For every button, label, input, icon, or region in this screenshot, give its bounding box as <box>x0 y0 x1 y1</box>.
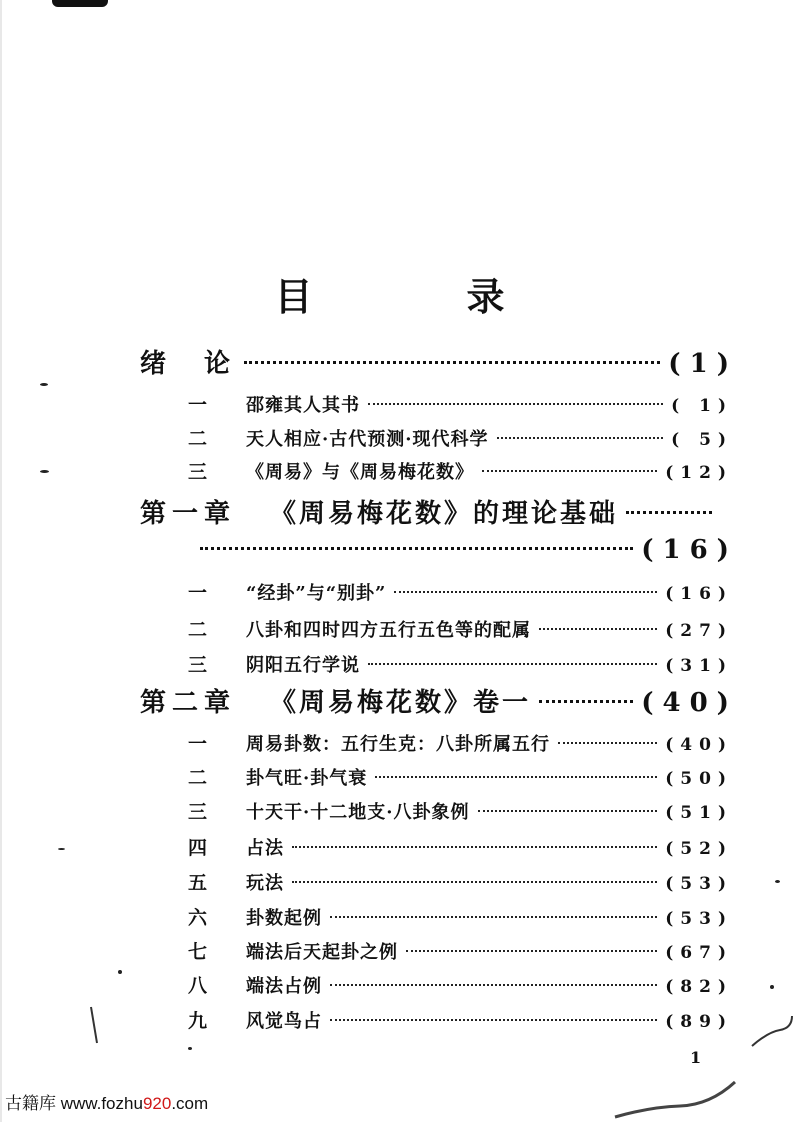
section-number: 九 <box>188 1010 208 1032</box>
toc-entry[interactable] <box>188 615 733 642</box>
leader-dots <box>330 916 657 918</box>
toc-entry[interactable] <box>188 390 733 417</box>
leader-dots <box>200 547 633 550</box>
section-page: (67) <box>665 943 733 963</box>
section-number: 二 <box>188 619 208 641</box>
toc-entry[interactable] <box>188 971 733 998</box>
section-page: (52) <box>665 839 733 859</box>
section-number: 六 <box>188 907 208 929</box>
section-title: 十天干·十二地支·八卦象例 <box>246 802 470 823</box>
leader-dots <box>330 984 657 986</box>
leader-dots <box>482 470 657 472</box>
section-title: 《周易》与《周易梅花数》 <box>246 462 474 483</box>
toc-entry[interactable] <box>188 729 733 756</box>
section-page: (31) <box>665 656 733 676</box>
leader-dots <box>292 881 657 883</box>
section-page: (53) <box>665 874 733 894</box>
scan-speck <box>775 880 780 883</box>
scan-speck <box>40 383 48 386</box>
section-number: 二 <box>188 767 208 789</box>
section-number: 一 <box>188 733 208 755</box>
section-page: (82) <box>665 977 733 997</box>
section-number: 二 <box>188 428 208 450</box>
section-title: 天人相应·古代预测·现代科学 <box>246 429 489 450</box>
section-page: (40) <box>665 735 733 755</box>
section-page: (50) <box>665 769 733 789</box>
toc-entry[interactable] <box>188 903 733 930</box>
leader-dots <box>558 742 657 744</box>
leader-dots <box>330 1019 657 1021</box>
chapter-label: 第一章 <box>140 499 237 529</box>
scan-scribble <box>750 1010 793 1050</box>
section-title: 卦气旺·卦气衰 <box>246 768 368 789</box>
section-title: 端法后天起卦之例 <box>246 942 398 963</box>
scan-speck <box>770 985 774 989</box>
section-title: 阴阳五行学说 <box>246 655 360 676</box>
leader-dots <box>292 846 657 848</box>
toc-entry[interactable] <box>188 937 733 964</box>
section-number: 七 <box>188 941 208 963</box>
section-number: 八 <box>188 975 208 997</box>
section-page: (16) <box>665 584 733 604</box>
chapter-label: 第二章 <box>140 688 237 718</box>
section-page: (12) <box>665 463 733 483</box>
leader-dots <box>626 511 712 514</box>
leader-dots <box>406 950 657 952</box>
toc-entry[interactable] <box>188 1006 733 1033</box>
leader-dots <box>539 628 657 630</box>
section-title: “经卦”与“别卦” <box>246 583 387 604</box>
section-title: 周易卦数：五行生克：八卦所属五行 <box>246 734 550 755</box>
leader-dots <box>497 437 664 439</box>
scan-speck <box>118 970 122 974</box>
leader-dots <box>394 591 657 593</box>
leader-dots <box>368 663 657 665</box>
section-page: ( 5) <box>671 430 733 450</box>
toc-title: 目 录 <box>274 274 563 319</box>
leader-dots <box>244 361 660 364</box>
section-page: (27) <box>665 621 733 641</box>
section-number: 一 <box>188 394 208 416</box>
toc-entry[interactable] <box>188 833 733 860</box>
toc-entry-intro[interactable] <box>140 343 738 380</box>
chapter-title: 《周易梅花数》卷一 <box>270 688 532 718</box>
section-number: 三 <box>188 461 208 483</box>
toc-entry[interactable] <box>188 650 733 677</box>
leader-dots <box>539 700 633 703</box>
page-edge <box>0 0 2 1122</box>
scan-speck <box>58 848 65 850</box>
chapter-page: (40) <box>641 688 738 718</box>
section-page: ( 1) <box>671 396 733 416</box>
toc-entry-chapter1-page[interactable] <box>200 535 738 565</box>
leader-dots <box>375 776 657 778</box>
section-page: (53) <box>665 909 733 929</box>
section-title: 占法 <box>246 838 284 859</box>
watermark-suffix: .com <box>171 1094 209 1113</box>
watermark-prefix: 古籍库 www.fozhu <box>5 1094 143 1113</box>
corner-ink-mark <box>52 0 108 7</box>
section-number: 三 <box>188 654 208 676</box>
section-number: 一 <box>188 582 208 604</box>
scan-speck <box>188 1047 192 1050</box>
chapter-page: (16) <box>641 535 738 565</box>
section-title: 八卦和四时四方五行五色等的配属 <box>246 620 531 641</box>
section-title: 风觉鸟占 <box>246 1011 322 1032</box>
watermark-accent: 920 <box>142 1094 172 1113</box>
section-number: 三 <box>188 801 208 823</box>
toc-entry-chapter1[interactable] <box>140 493 720 530</box>
toc-entry[interactable] <box>188 797 733 824</box>
intro-page: (1) <box>668 349 738 379</box>
section-title: 玩法 <box>246 873 284 894</box>
watermark-footer <box>5 1089 208 1114</box>
section-title: 卦数起例 <box>246 908 322 929</box>
chapter-title: 《周易梅花数》的理论基础 <box>270 499 619 529</box>
toc-entry[interactable] <box>188 457 733 484</box>
toc-entry[interactable] <box>188 763 733 790</box>
section-title: 端法占例 <box>246 976 322 997</box>
page-number: 1 <box>690 1048 702 1067</box>
section-number: 四 <box>188 837 208 859</box>
section-number: 五 <box>188 872 208 894</box>
toc-entry[interactable] <box>188 424 733 451</box>
scan-scribble <box>610 1072 740 1122</box>
intro-label: 绪 论 <box>140 349 237 379</box>
toc-entry[interactable] <box>188 578 733 605</box>
scan-speck <box>40 470 49 473</box>
leader-dots <box>478 810 658 812</box>
leader-dots <box>368 403 663 405</box>
toc-entry-chapter2[interactable] <box>140 682 738 719</box>
scan-stroke <box>88 1005 100 1045</box>
section-title: 邵雍其人其书 <box>246 395 360 416</box>
section-page: (89) <box>665 1012 733 1032</box>
toc-entry[interactable] <box>188 868 733 895</box>
section-page: (51) <box>665 803 733 823</box>
